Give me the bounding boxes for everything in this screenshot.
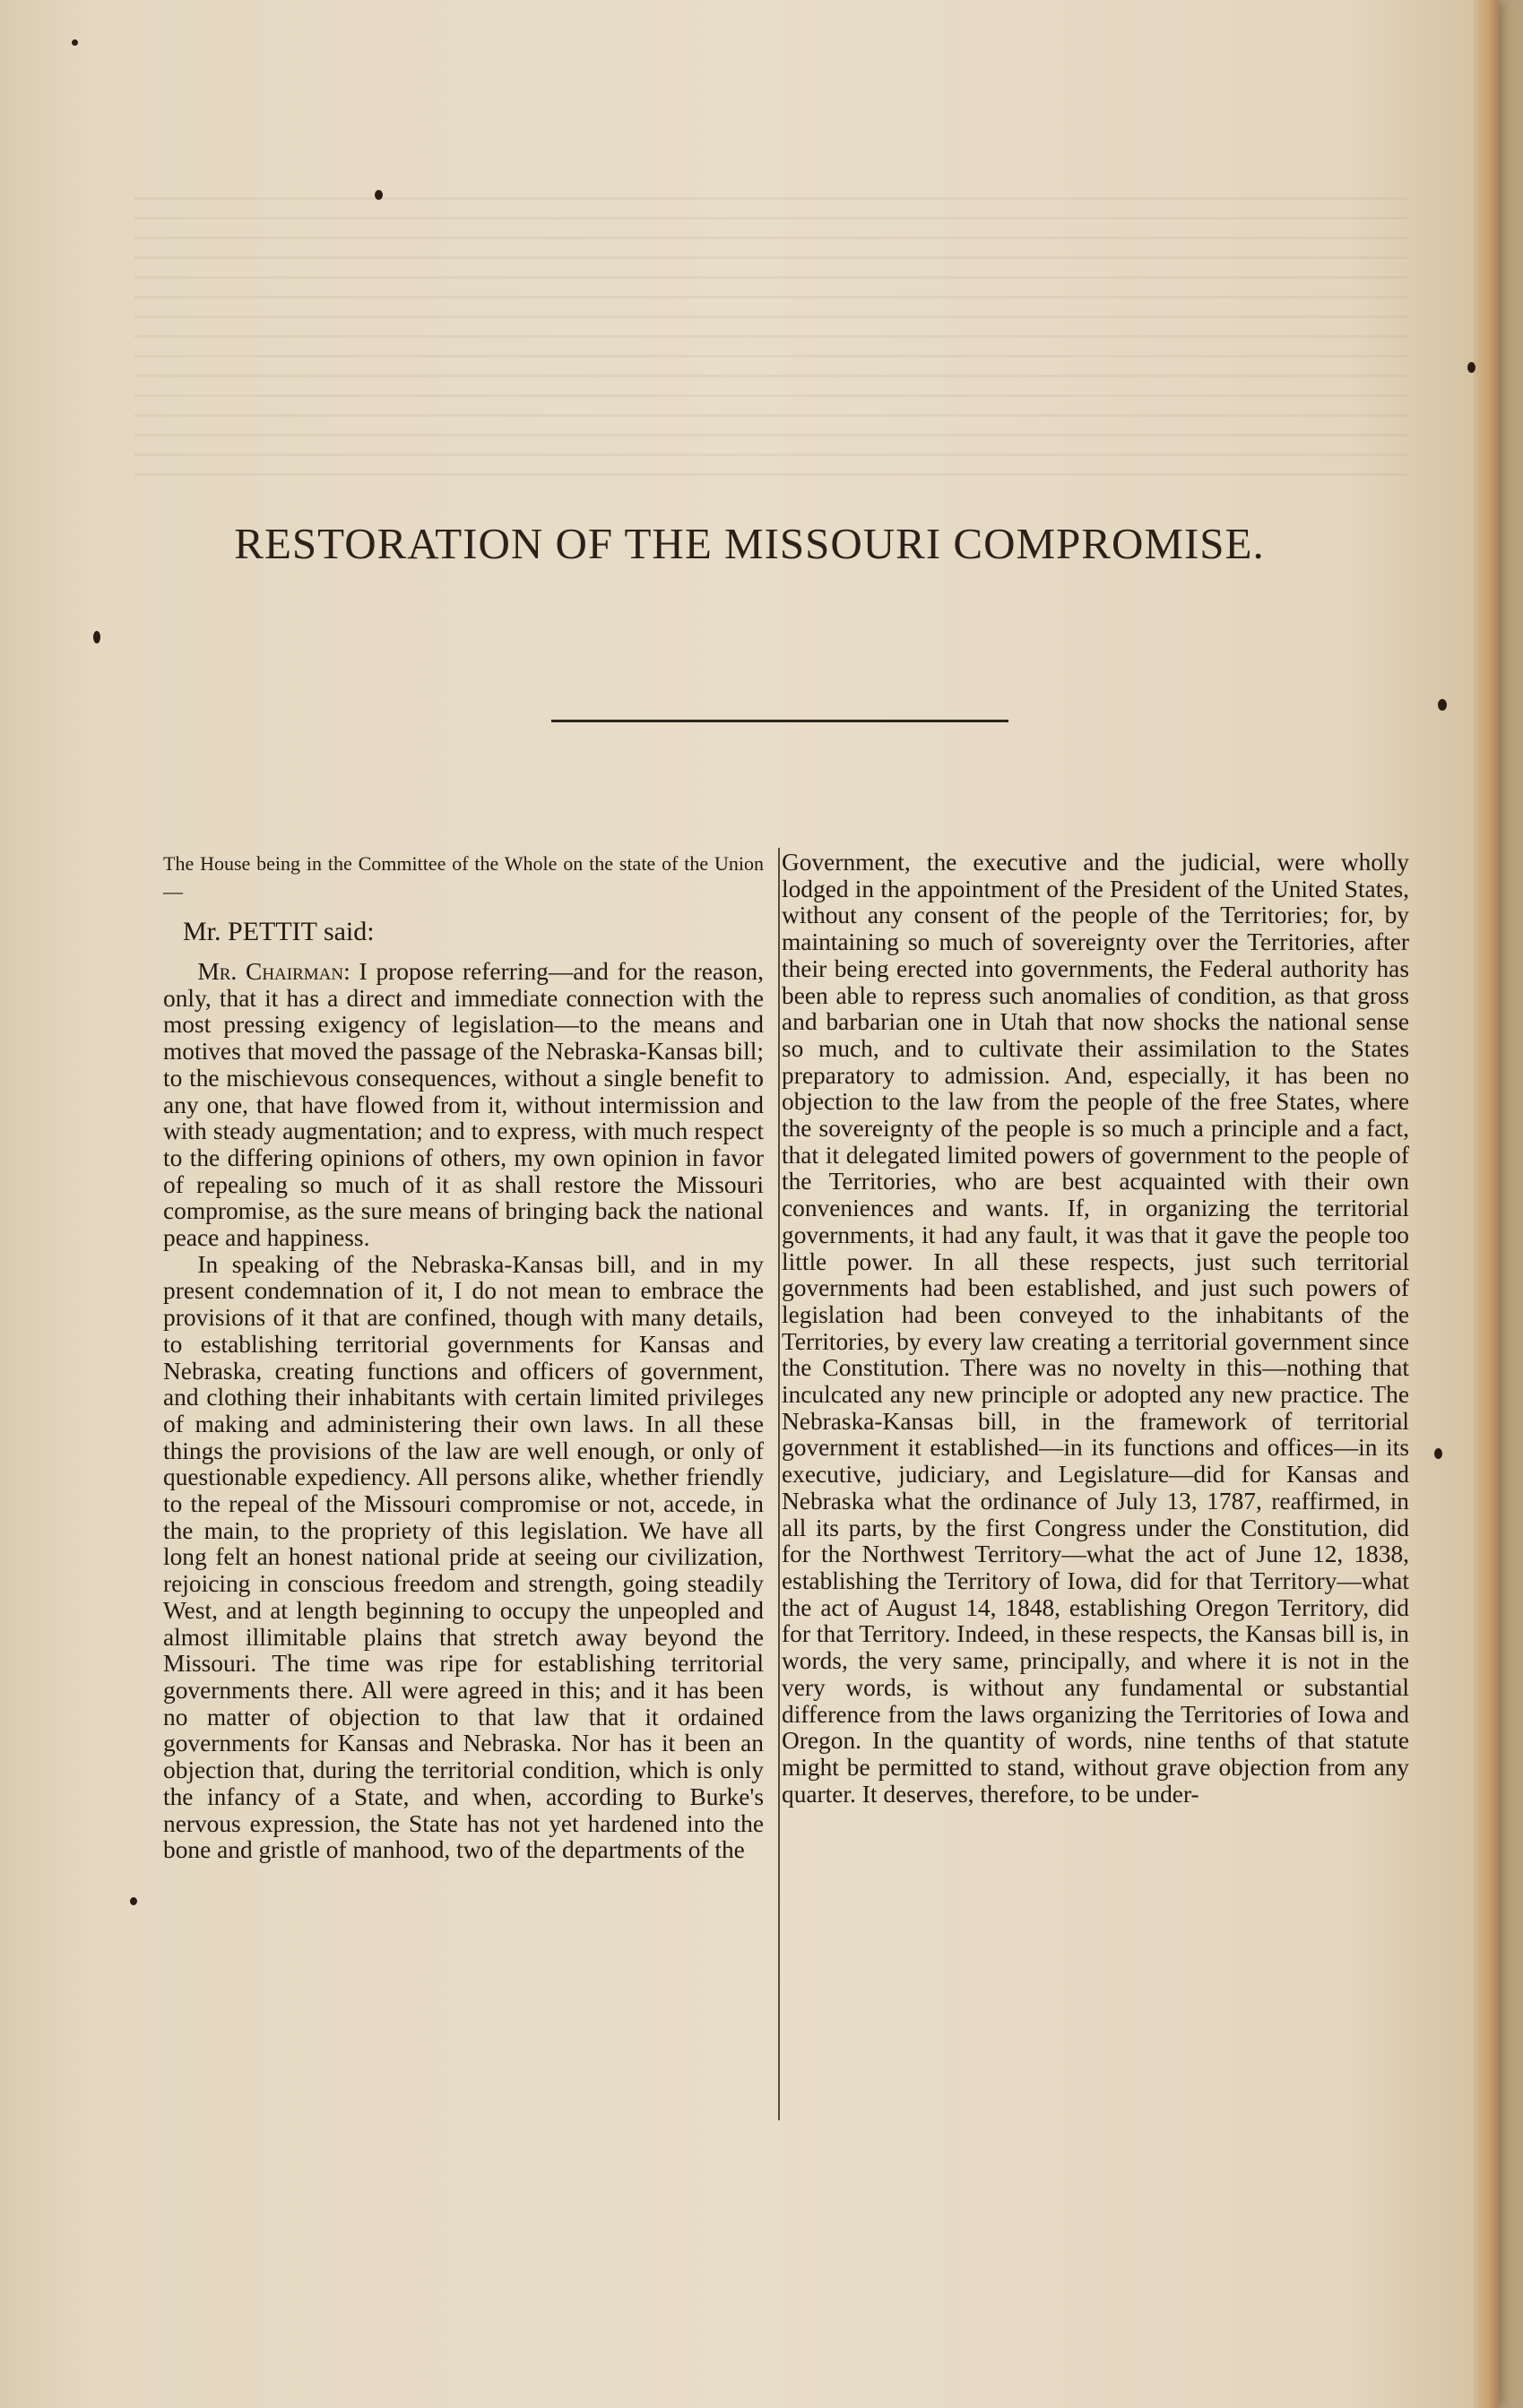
salutation: Mr. Chairman: <box>197 958 350 985</box>
ink-spot <box>375 190 383 200</box>
ink-spot <box>72 39 78 46</box>
page-edge <box>1474 0 1499 2408</box>
speaker-line: Mr. PETTIT said: <box>183 917 375 946</box>
paragraph-text: I propose referring—and for the reason, only, that it has a direct and immediate connection with the most pressing exigency of legislation—to the means and motives that moved the passage of the Nebraska-Kansas bill; to the mischievous consequences, without a single benefit to any one, that have flowed from it, without intermission and with steady augmentation; and to express, with much respect to the differing opinions of others, my own opinion in favor of repealing so much of it as shall restore the Missouri compromise, as the sure means of bringing back the national peace and happiness. <box>163 958 764 1252</box>
ink-spot <box>130 1897 137 1905</box>
ink-spot <box>93 631 100 643</box>
right-column <box>782 850 1409 1808</box>
ink-spot <box>1467 362 1475 373</box>
ink-spot <box>1434 1448 1442 1459</box>
paragraph: In speaking of the Nebraska-Kansas bill, and in my present condemnation of it, I do not mean to embrace the provisions of it that are confined, though with many details, to establishing territorial governments for Kansas and Nebraska, creating functions and officers of government, and clothing their inhabitants with certain limited privileges of making and administering their own laws. In all these things the provisions of the law are well enough, or only of questionable expediency. All persons alike, whether friendly to the repeal of the Missouri compromise or not, accede, in the main, to the propriety of this legislation. We have all long felt an honest national pride at seeing our civilization, rejoicing in conscious freedom and strength, going steadily West, and at length beginning to occupy the unpeopled and almost illimitable plains that stretch away beyond the Missouri. The time was ripe for establishing territorial governments there. All were agreed in this; and it has been no matter of objection to that law that it ordained governments for Kansas and Nebraska. Nor has it been an objection that, during the territorial condition, which is only the infancy of a State, and when, according to Burke's nervous expression, the State has not yet hardened into the bone and gristle of manhood, two of the departments of the <box>163 1250 764 1864</box>
paragraph: Government, the executive and the judicial, were wholly lodged in the appointment of the President of the United States, without any consent of the people of the Territories; for, by maintaining so much of sovereignty over the Territories, after their being erected into governments, the Federal authority has been able to repress such anomalies of condition, as that gross and barbarian one in Utah that now shocks the national sense so much, and to cultivate their assimilation to the States preparatory to admission. And, especially, it has been no objection to the law from the people of the free States, where the sovereignty of the people is so much a principle and a fact, that it delegated limited powers of government to the people of the Territories, who are best acquainted with their own conveniences and wants. If, in organizing the territorial governments, it had any fault, it was that it gave the people too little power. In all these respects, just such territorial governments had been established, and just such powers of legislation had been conveyed to the inhabitants of the Territories, by every law creating a territorial government since the Constitution. There was no novelty in this—nothing that inculcated any new principle or adopted any new practice. The Nebraska-Kansas bill, in the framework of territorial government it established—in its functions and offices—in its executive, judiciary, and Legislature—did for Kansas and Nebraska what the ordinance of July 13, 1787, reaffirmed, in all its parts, by the first Congress under the Constitution, did for the Northwest Territory—what the act of June 12, 1838, establishing the Territory of Iowa, did for that Territory—what the act of August 14, 1848, establishing Oregon Territory, did for that Territory. Indeed, in these respects, the Kansas bill is, in words, the very same, principally, and where it is not in the very words, is without any fundamental or substantial difference from the laws organizing the Territories of Iowa and Oregon. In the quantity of words, nine tenths of that statute might be permitted to stand, without grave objection from any quarter. It deserves, therefore, to be under- <box>782 849 1409 1808</box>
title-divider <box>551 720 1008 722</box>
intro-text: The House being in the Committee of the Whole on the state of the Union— <box>163 852 764 902</box>
paragraph <box>163 959 764 1252</box>
left-column <box>163 850 764 1864</box>
bleed-through-texture <box>134 197 1407 484</box>
page-title: RESTORATION OF THE MISSOURI COMPROMISE. <box>234 519 1265 568</box>
column-divider <box>778 848 780 2120</box>
ink-spot <box>1438 699 1447 711</box>
